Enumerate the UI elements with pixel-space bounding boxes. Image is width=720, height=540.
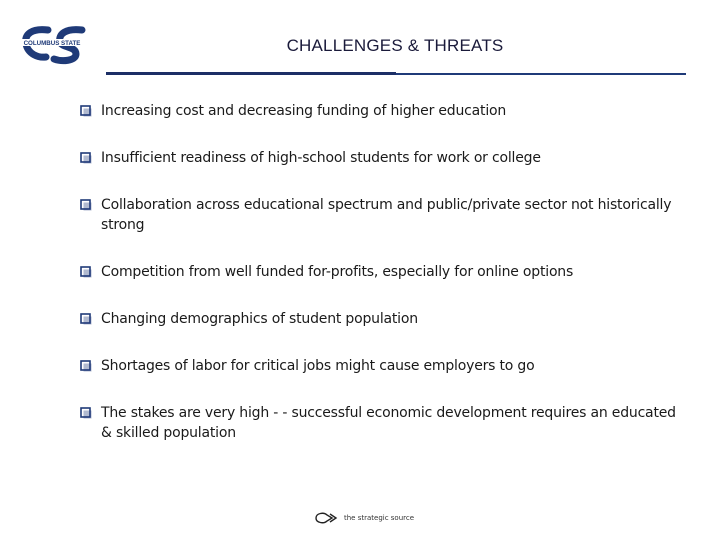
checkbox-bullet-icon (80, 199, 92, 211)
footer-text: the strategic source (344, 514, 415, 522)
columbus-state-logo (18, 24, 88, 66)
bullet-list (80, 101, 680, 443)
checkbox-bullet-icon (80, 152, 92, 164)
bullet-text: Insufficient readiness of high-school students for work or college (101, 150, 541, 166)
title-divider (106, 71, 686, 76)
bullet-item (80, 101, 680, 121)
checkbox-bullet-icon (80, 105, 92, 117)
checkbox-bullet-icon (80, 313, 92, 325)
bullet-text: Increasing cost and decreasing funding of higher education (101, 103, 507, 119)
page-title: CHALLENGES & THREATS (286, 36, 504, 55)
bullet-text: Collaboration across educational spectrum and public/private sector not historically strong (101, 197, 672, 233)
bullet-item (80, 262, 680, 282)
checkbox-bullet-icon (80, 360, 92, 372)
bullet-text: The stakes are very high - - successful economic development requires an educated & skilled population (101, 405, 676, 441)
svg-text:COLUMBUS STATE: COLUMBUS STATE (23, 40, 81, 47)
bullet-item (80, 356, 680, 376)
bullet-item (80, 309, 680, 329)
footer (312, 509, 414, 527)
bullet-item (80, 148, 680, 168)
strategic-source-logo-icon (312, 510, 340, 526)
checkbox-bullet-icon (80, 407, 92, 419)
bullet-text: Changing demographics of student population (101, 311, 418, 327)
bullet-item (80, 195, 680, 235)
bullet-text: Competition from well funded for-profits, especially for online options (101, 264, 574, 280)
checkbox-bullet-icon (80, 266, 92, 278)
bullet-item (80, 403, 680, 443)
bullet-text: Shortages of labor for critical jobs might cause employers to go (101, 358, 535, 374)
